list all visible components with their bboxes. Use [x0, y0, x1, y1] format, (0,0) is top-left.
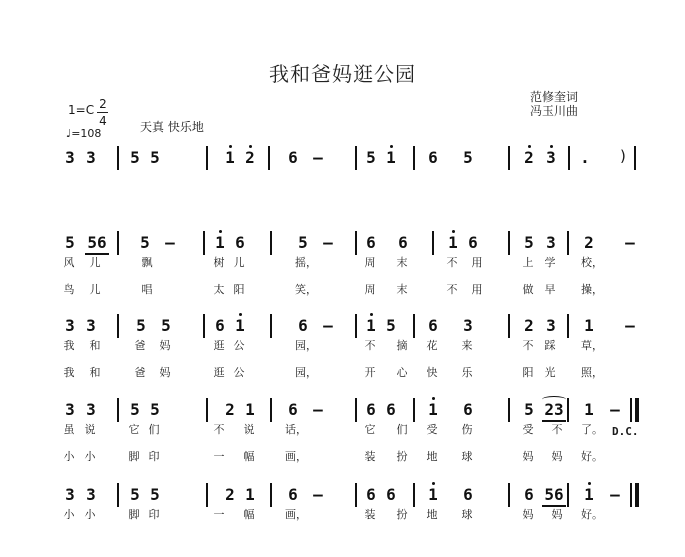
note: 2	[225, 400, 235, 419]
lyric-verse2: 乐	[461, 366, 473, 379]
lyric-verse1: 踩	[544, 339, 556, 352]
time-signature-unit: 4	[99, 114, 107, 128]
barline	[117, 314, 119, 338]
lyric-verse1: 草，	[581, 339, 603, 352]
note: 1	[215, 233, 225, 252]
lyric-verse2: 我	[63, 366, 75, 379]
lyric-verse1: 球	[461, 508, 473, 521]
lyric-verse1: 它	[364, 423, 376, 436]
note: –	[165, 233, 175, 252]
barline	[355, 314, 357, 338]
lyric-verse1: 装	[364, 508, 376, 521]
barline	[508, 483, 510, 507]
beam-underline	[542, 420, 566, 422]
note: 1	[225, 148, 235, 167]
lyric-verse2: 扮	[396, 450, 408, 463]
octave-dot	[588, 482, 591, 485]
note: 6	[298, 316, 308, 335]
note: 6	[366, 400, 376, 419]
lyric-verse1: 不	[522, 339, 534, 352]
note: –	[610, 485, 620, 504]
beam-underline	[85, 253, 109, 255]
barline	[567, 398, 569, 422]
lyric-verse2: 周	[364, 283, 376, 296]
barline	[568, 146, 570, 170]
barline	[432, 231, 434, 255]
lyric-verse1: 用	[471, 256, 483, 269]
barline	[413, 146, 415, 170]
note: 3	[546, 148, 556, 167]
lyric-verse1: 小	[63, 508, 75, 521]
lyric-verse1: 不	[551, 423, 563, 436]
lyric-verse2: 一	[213, 450, 225, 463]
barline	[270, 314, 272, 338]
lyric-verse2: 唱	[141, 283, 153, 296]
barline	[270, 398, 272, 422]
lyric-verse2: 爸	[134, 366, 146, 379]
barline	[206, 483, 208, 507]
lyric-verse2: 小	[84, 450, 96, 463]
note: 3	[546, 316, 556, 335]
tempo-marking: ♩=108	[66, 127, 102, 140]
lyric-verse2: 开	[364, 366, 376, 379]
lyric-verse2: 地	[426, 450, 438, 463]
lyric-verse2: 妈	[159, 366, 171, 379]
final-barline-thin	[630, 398, 632, 422]
note: 6	[366, 233, 376, 252]
barline	[117, 398, 119, 422]
note: 5	[524, 233, 534, 252]
note: –	[313, 485, 323, 504]
lyric-verse1: 妈	[159, 339, 171, 352]
composer-credit: 冯玉川曲	[530, 104, 579, 118]
note: 1	[245, 400, 255, 419]
lyric-verse1: 说	[243, 423, 255, 436]
lyric-verse1: 它	[128, 423, 140, 436]
note: –	[610, 400, 620, 419]
barline	[634, 146, 636, 170]
final-barline-thick	[635, 398, 639, 422]
lyric-verse1: 印	[148, 508, 160, 521]
note: 6	[468, 233, 478, 252]
note: 6	[288, 148, 298, 167]
lyric-verse1: 们	[148, 423, 160, 436]
lyric-verse1: 飘	[141, 256, 153, 269]
barline	[203, 231, 205, 255]
octave-dot	[249, 145, 252, 148]
barline	[413, 314, 415, 338]
lyric-verse1: 画，	[285, 508, 307, 521]
note: 6	[288, 485, 298, 504]
note: 6	[366, 485, 376, 504]
octave-dot	[390, 145, 393, 148]
lyric-verse2: 装	[364, 450, 376, 463]
note: –	[323, 316, 333, 335]
note: 3	[463, 316, 473, 335]
octave-dot	[528, 145, 531, 148]
note: .	[580, 148, 590, 167]
note: 2	[245, 148, 255, 167]
lyric-verse2: 幅	[243, 450, 255, 463]
barline	[567, 314, 569, 338]
note: 3	[65, 400, 75, 419]
lyric-verse2: 园，	[295, 366, 317, 379]
barline	[413, 483, 415, 507]
note: 1	[386, 148, 396, 167]
note: –	[323, 233, 333, 252]
lyric-verse1: 小	[84, 508, 96, 521]
note: 1	[366, 316, 376, 335]
lyric-verse2: 妈	[551, 450, 563, 463]
lyric-verse1: 一	[213, 508, 225, 521]
lyric-verse2: 末	[396, 283, 408, 296]
note: 6	[398, 233, 408, 252]
lyric-verse2: 心	[396, 366, 408, 379]
note: 56	[87, 233, 107, 252]
note: 5	[463, 148, 473, 167]
lyric-verse1: 爸	[134, 339, 146, 352]
lyric-verse2: 笑，	[295, 283, 317, 296]
note: 5	[161, 316, 171, 335]
repeat-close-paren: )	[620, 147, 626, 165]
lyric-verse1: 风	[63, 256, 75, 269]
lyric-verse1: 们	[396, 423, 408, 436]
lyric-verse1: 脚	[128, 508, 140, 521]
lyric-verse1: 好。	[581, 508, 603, 521]
note: 5	[130, 148, 140, 167]
final-barline-thin	[630, 483, 632, 507]
note: 6	[215, 316, 225, 335]
lyric-verse2: 鸟	[63, 283, 75, 296]
note: 6	[463, 400, 473, 419]
note: 6	[463, 485, 473, 504]
expression-marking: 天真 快乐地	[140, 120, 204, 134]
note: 5	[130, 400, 140, 419]
note: –	[313, 400, 323, 419]
lyric-verse2: 快	[426, 366, 438, 379]
lyric-verse2: 妈	[522, 450, 534, 463]
lyric-verse2: 球	[461, 450, 473, 463]
lyric-verse2: 操，	[581, 283, 603, 296]
lyric-verse2: 印	[148, 450, 160, 463]
octave-dot	[550, 145, 553, 148]
song-title: 我和爸妈逛公园	[269, 62, 416, 86]
lyric-verse2: 用	[471, 283, 483, 296]
lyricist-credit: 范修奎词	[530, 90, 579, 104]
lyric-verse1: 末	[396, 256, 408, 269]
octave-dot	[432, 397, 435, 400]
note: 5	[366, 148, 376, 167]
time-signature-beats: 2	[99, 97, 107, 111]
barline	[206, 146, 208, 170]
lyric-verse1: 我	[63, 339, 75, 352]
lyric-verse1: 树	[213, 256, 225, 269]
da-capo-marking: D.C.	[612, 425, 639, 438]
note: 3	[546, 233, 556, 252]
lyric-verse1: 周	[364, 256, 376, 269]
lyric-verse1: 园，	[295, 339, 317, 352]
lyric-verse2: 小	[63, 450, 75, 463]
note: 5	[140, 233, 150, 252]
note: 2	[524, 316, 534, 335]
note: –	[313, 148, 323, 167]
note: 1	[428, 400, 438, 419]
note: 6	[524, 485, 534, 504]
note: 5	[386, 316, 396, 335]
note: 5	[130, 485, 140, 504]
barline	[117, 231, 119, 255]
note: 3	[65, 485, 75, 504]
octave-dot	[432, 482, 435, 485]
lyric-verse1: 幅	[243, 508, 255, 521]
time-signature-line	[97, 112, 108, 113]
note: 1	[584, 316, 594, 335]
barline	[270, 231, 272, 255]
lyric-verse1: 学	[544, 256, 556, 269]
note: 2	[524, 148, 534, 167]
lyric-verse1: 妈	[551, 508, 563, 521]
lyric-verse1: 儿	[233, 256, 245, 269]
note: 3	[86, 316, 96, 335]
lyric-verse2: 早	[544, 283, 556, 296]
barline	[355, 146, 357, 170]
barline	[508, 231, 510, 255]
barline	[508, 398, 510, 422]
note: 3	[86, 400, 96, 419]
note: 23	[544, 400, 564, 419]
lyric-verse1: 地	[426, 508, 438, 521]
note: –	[625, 316, 635, 335]
barline	[355, 231, 357, 255]
note: 5	[524, 400, 534, 419]
note: 5	[150, 485, 160, 504]
octave-dot	[219, 230, 222, 233]
barline	[355, 398, 357, 422]
barline	[413, 398, 415, 422]
note: 5	[136, 316, 146, 335]
lyric-verse1: 和	[89, 339, 101, 352]
lyric-verse2: 做	[522, 283, 534, 296]
lyric-verse1: 话，	[285, 423, 307, 436]
barline	[270, 483, 272, 507]
note: 1	[448, 233, 458, 252]
lyric-verse1: 妈	[522, 508, 534, 521]
barline	[508, 146, 510, 170]
octave-dot	[229, 145, 232, 148]
note: 6	[386, 485, 396, 504]
barline	[206, 398, 208, 422]
lyric-verse1: 上	[522, 256, 534, 269]
barline	[117, 483, 119, 507]
lyric-verse2: 逛	[213, 366, 225, 379]
lyric-verse2: 儿	[89, 283, 101, 296]
note: 2	[225, 485, 235, 504]
lyric-verse2: 好。	[581, 450, 603, 463]
note: 1	[428, 485, 438, 504]
beam-underline	[542, 505, 566, 507]
lyric-verse1: 来	[461, 339, 473, 352]
note: 2	[584, 233, 594, 252]
lyric-verse1: 说	[84, 423, 96, 436]
note: 3	[86, 485, 96, 504]
note: 1	[245, 485, 255, 504]
lyric-verse1: 伤	[461, 423, 473, 436]
note: 6	[235, 233, 245, 252]
octave-dot	[452, 230, 455, 233]
note: 5	[65, 233, 75, 252]
key-signature: 1=C	[68, 103, 95, 117]
note: 5	[298, 233, 308, 252]
lyric-verse2: 阳	[522, 366, 534, 379]
lyric-verse1: 不	[213, 423, 225, 436]
barline	[567, 483, 569, 507]
note: 6	[428, 148, 438, 167]
note: 3	[65, 148, 75, 167]
barline	[268, 146, 270, 170]
lyric-verse1: 儿	[89, 256, 101, 269]
note: 6	[386, 400, 396, 419]
lyric-verse2: 不	[446, 283, 458, 296]
lyric-verse2: 照，	[581, 366, 603, 379]
barline	[117, 146, 119, 170]
barline	[355, 483, 357, 507]
note: 1	[584, 485, 594, 504]
lyric-verse2: 和	[89, 366, 101, 379]
lyric-verse1: 摘	[396, 339, 408, 352]
lyric-verse1: 逛	[213, 339, 225, 352]
lyric-verse1: 摇，	[295, 256, 317, 269]
lyric-verse2: 脚	[128, 450, 140, 463]
note: 3	[86, 148, 96, 167]
lyric-verse1: 扮	[396, 508, 408, 521]
lyric-verse1: 受	[426, 423, 438, 436]
lyric-verse1: 不	[364, 339, 376, 352]
octave-dot	[239, 313, 242, 316]
lyric-verse2: 画，	[285, 450, 307, 463]
lyric-verse1: 不	[446, 256, 458, 269]
slur	[542, 396, 566, 403]
note: –	[625, 233, 635, 252]
note: 5	[150, 148, 160, 167]
lyric-verse1: 花	[426, 339, 438, 352]
lyric-verse1: 受	[522, 423, 534, 436]
lyric-verse1: 虽	[63, 423, 75, 436]
lyric-verse1: 公	[233, 339, 245, 352]
final-barline-thick	[635, 483, 639, 507]
octave-dot	[370, 313, 373, 316]
note: 1	[584, 400, 594, 419]
barline	[508, 314, 510, 338]
note: 6	[428, 316, 438, 335]
lyric-verse2: 阳	[233, 283, 245, 296]
note: 5	[150, 400, 160, 419]
lyric-verse2: 公	[233, 366, 245, 379]
lyric-verse1: 校，	[581, 256, 603, 269]
note: 6	[288, 400, 298, 419]
note: 1	[235, 316, 245, 335]
barline	[203, 314, 205, 338]
note: 3	[65, 316, 75, 335]
barline	[567, 231, 569, 255]
lyric-verse2: 光	[544, 366, 556, 379]
note: 56	[544, 485, 564, 504]
lyric-verse1: 了。	[581, 423, 603, 436]
lyric-verse2: 太	[213, 283, 225, 296]
